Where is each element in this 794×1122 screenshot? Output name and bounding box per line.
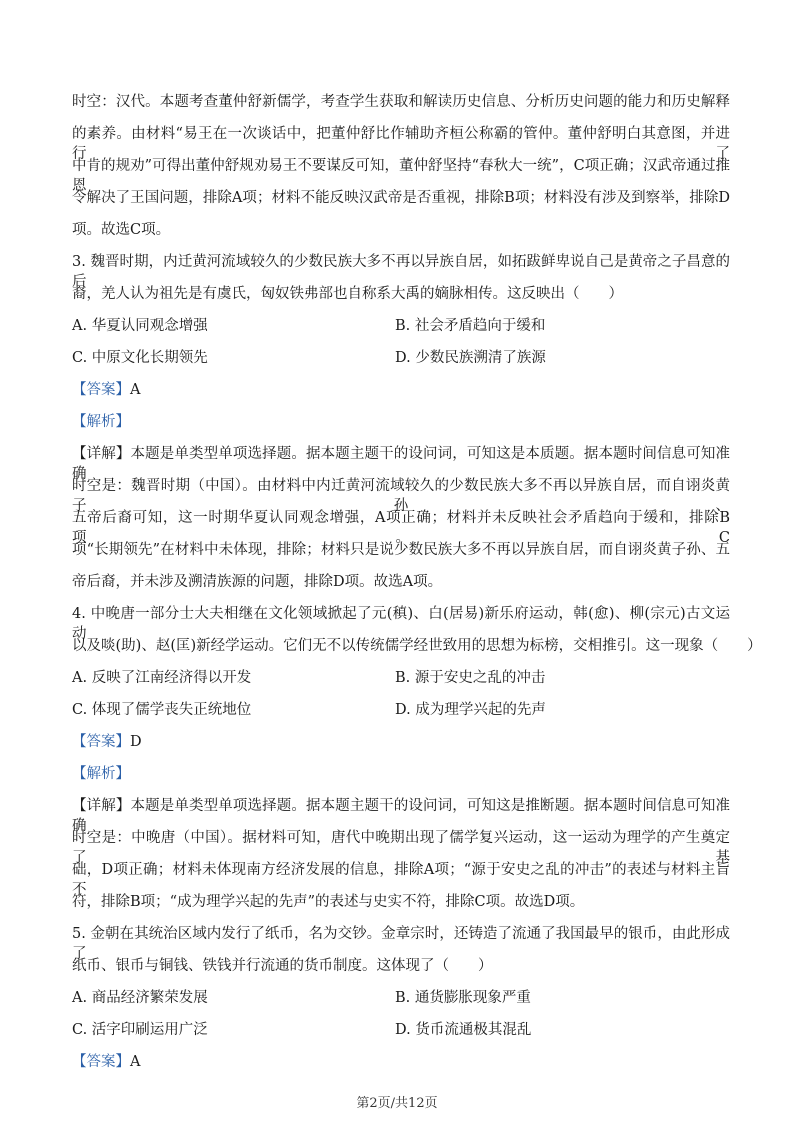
option-a: A. 商品经济繁荣发展 [72, 990, 208, 1006]
text-line: 项。故选C项。 [72, 222, 171, 238]
question-5-stem: 纸币、银币与铜钱、铁钱并行流通的货币制度。这体现了（ ） [72, 958, 493, 974]
detail-line: 五帝后裔可知，这一时期华夏认同观念增强，A项正确；材料并未反映社会矛盾趋向于缓和，排除B项。C [72, 510, 730, 546]
option-b: B. 源于安史之乱的冲击 [395, 670, 546, 686]
analysis-label: 【解析】 [72, 766, 130, 782]
detail-line: 础，D项正确；材料未体现南方经济发展的信息，排除A项；“源于安史之乱的冲击”的表述与材料主旨不 [72, 862, 730, 898]
answer-label: 【答案】 [72, 1054, 130, 1070]
answer-value: D [130, 734, 142, 750]
option-a: A. 反映了江南经济得以开发 [72, 670, 252, 686]
detail-line: 符，排除B项；“成为理学兴起的先声”的表述与史实不符，排除C项。故选D项。 [72, 894, 585, 910]
option-c: C. 体现了儒学丧失正统地位 [72, 702, 252, 718]
option-d: D. 少数民族溯清了族源 [395, 350, 546, 366]
analysis-label: 【解析】 [72, 414, 130, 430]
option-d: D. 成为理学兴起的先声 [395, 702, 546, 718]
option-a: A. 华夏认同观念增强 [72, 318, 208, 334]
page-number: 第2页/共12页 [356, 1096, 438, 1111]
option-b: B. 社会矛盾趋向于缓和 [395, 318, 546, 334]
answer-value: A [130, 382, 141, 398]
text-line: 时空：汉代。本题考查董仲舒新儒学，考查学生获取和解读历史信息、分析历史问题的能力和历史解释 [72, 94, 730, 110]
option-b: B. 通货膨胀现象严重 [395, 990, 531, 1006]
answer-label: 【答案】 [72, 734, 130, 750]
option-c: C. 中原文化长期领先 [72, 350, 208, 366]
detail-line: 时空是：中晚唐（中国）。据材料可知，唐代中晚期出现了儒学复兴运动，这一运动为理学的产生奠定了基 [72, 830, 730, 866]
detail-line: 时空是：魏晋时期（中国）。由材料中内迁黄河流域较久的少数民族大多不再以异族自居，而自诩炎黄子孙、 [72, 478, 730, 514]
answer-line [72, 1052, 730, 1072]
detail-line: 【详解】本题是单类型单项选择题。据本题主题干的设问词，可知这是本质题。据本题时间信息可知准确 [72, 446, 730, 482]
answer-value: A [130, 1054, 141, 1070]
detail-line: 帝后裔，并未涉及溯清族源的问题，排除D项。故选A项。 [72, 574, 443, 590]
text-line: 中肯的规劝”可得出董仲舒规劝易王不要谋反可知，董仲舒坚持“春秋大一统”，C项正确；汉武帝通过推恩 [72, 158, 730, 194]
answer-label: 【答案】 [72, 382, 130, 398]
option-d: D. 货币流通极其混乱 [395, 1022, 532, 1038]
question-4-stem: 以及啖(助)、赵(匡)新经学运动。它们无不以传统儒学经世致用的思想为标榜，交相推引。这一现象（ ） [72, 638, 762, 654]
document-page [72, 0, 762, 1122]
detail-line: 项“长期领先”在材料中未体现，排除；材料只是说少数民族大多不再以异族自居，而自诩炎黄子孙、五 [72, 542, 730, 558]
answer-line [72, 732, 730, 752]
text-line: 令解决了王国问题，排除A项；材料不能反映汉武帝是否重视，排除B项；材料没有涉及到察举，排除D [72, 190, 730, 206]
detail-line: 【详解】本题是单类型单项选择题。据本题主题干的设问词，可知这是推断题。据本题时间信息可知准确 [72, 798, 730, 834]
option-c: C. 活字印刷运用广泛 [72, 1022, 208, 1038]
question-3-stem: 裔，羌人认为祖先是有虞氏，匈奴铁弗部也自称系大禹的嫡脉相传。这反映出（ ） [72, 286, 623, 302]
text-line: 的素养。由材料“易王在一次谈话中，把董仲舒比作辅助齐桓公称霸的管仲。董仲舒明白其意图，并进行了 [72, 126, 730, 162]
answer-line [72, 380, 730, 400]
question-3-stem: 3. 魏晋时期，内迁黄河流域较久的少数民族大多不再以异族自居，如拓跋鲜卑说自己是黄帝之子昌意的后 [72, 254, 730, 290]
question-4-stem: 4. 中晚唐一部分士大夫相继在文化领域掀起了元(稹)、白(居易)新乐府运动，韩(愈)、柳(宗元)古文运动 [72, 606, 730, 642]
question-5-stem: 5. 金朝在其统治区域内发行了纸币，名为交钞。金章宗时，还铸造了流通了我国最早的银币，由此形成了 [72, 926, 730, 962]
